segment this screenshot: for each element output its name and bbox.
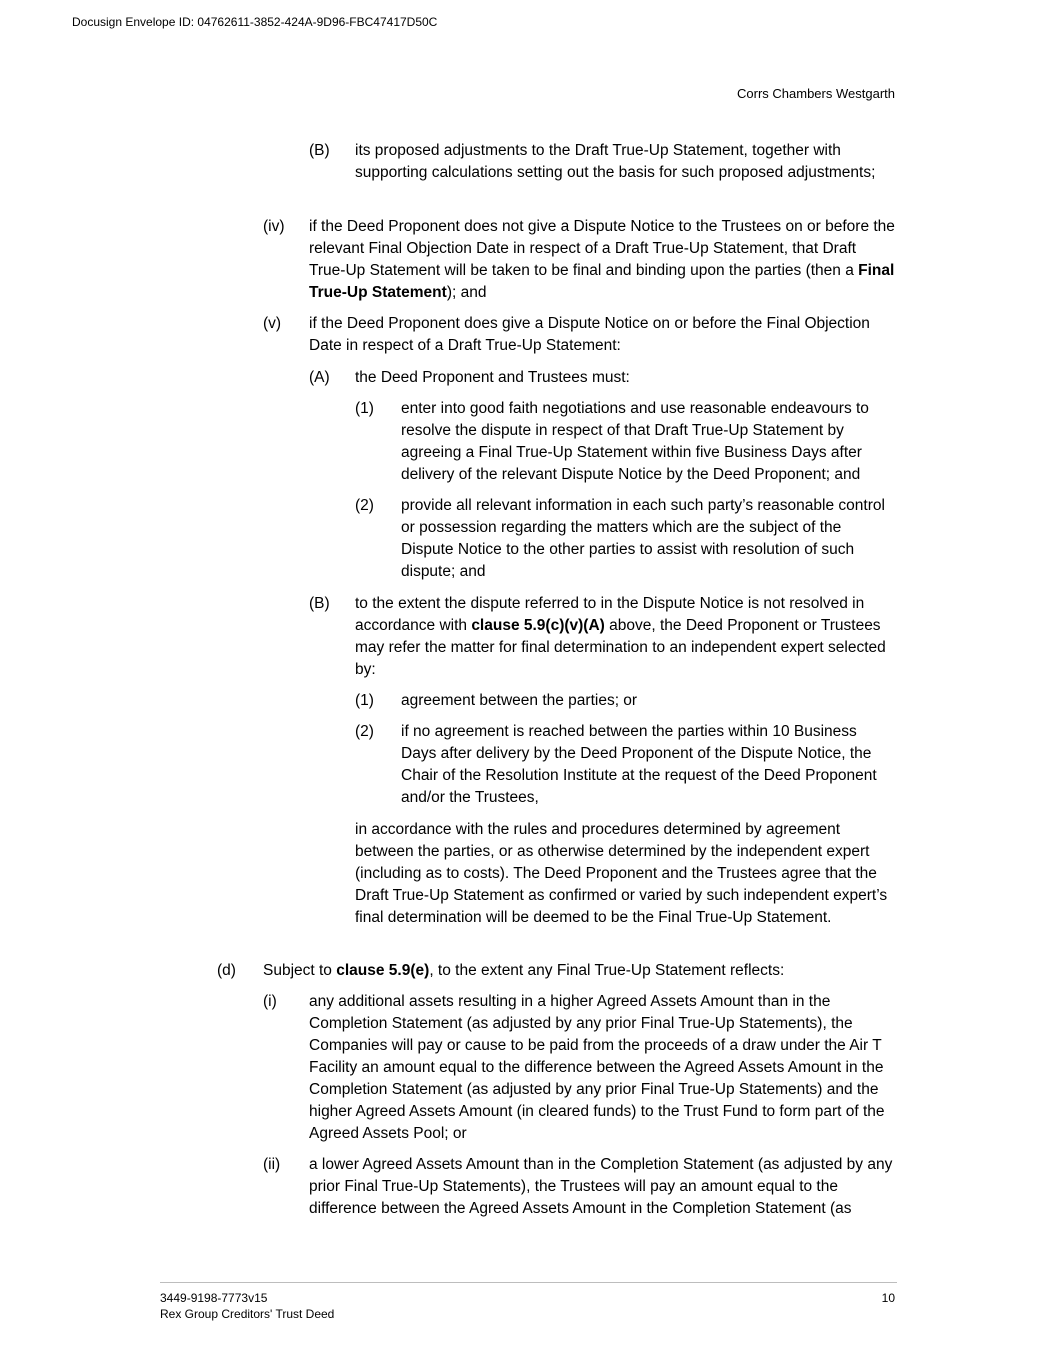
clause-label: (v) (263, 315, 282, 332)
clause-label: (iv) (263, 218, 285, 235)
clause-text: Subject to clause 5.9(e), to the extent any Final True-Up Statement reflects: (263, 962, 785, 979)
clause-text: enter into good faith negotiations and use reasonable endeavours to resolve the dispute in respect of that Draft True-Up Statement by agreeing a Final True-Up Statement within five Business Days after delivery of the relevant Dispute Notice by the Deed Proponent; and (401, 400, 869, 483)
clause-label: (1) (355, 692, 374, 709)
footer-doc-number: 3449-9198-7773v15 (160, 1291, 268, 1305)
footer-doc-title: Rex Group Creditors' Trust Deed (160, 1307, 335, 1321)
clause-label: (B) (309, 595, 330, 612)
clause-label: (2) (355, 497, 374, 514)
clause-text: provide all relevant information in each such party’s reasonable control or possession regarding the matters which are the subject of the Dispute Notice to the other parties to assist with resolution of such dispute; and (401, 497, 885, 580)
clause-text: its proposed adjustments to the Draft True-Up Statement, together with supporting calculations setting out the basis for such proposed adjustments; (355, 142, 876, 181)
clause-text: if no agreement is reached between the parties within 10 Business Days after delivery by the Deed Proponent of the Dispute Notice, the Chair of the Resolution Institute at the request of the Deed Proponent and/or the Trustees, (401, 723, 877, 806)
clause-label: (d) (217, 962, 236, 979)
clause-label: (1) (355, 400, 374, 417)
clause-text: a lower Agreed Assets Amount than in the Completion Statement (as adjusted by any prior Final True-Up Statements), the Trustees will pay an amount equal to the difference between the Agreed Assets Amount in the Completion Statement (as (309, 1156, 893, 1217)
footer-divider (160, 1282, 897, 1283)
clause-reference: clause 5.9(e) (336, 962, 430, 979)
defined-term: Final True-Up Statement (309, 262, 895, 301)
clause-label: (2) (355, 723, 374, 740)
clause-text: agreement between the parties; or (401, 692, 638, 709)
firm-name: Corrs Chambers Westgarth (737, 86, 895, 101)
clause-label: (i) (263, 993, 277, 1010)
page-number: 10 (881, 1291, 895, 1305)
clause-text: to the extent the dispute referred to in the Dispute Notice is not resolved in accordance with clause 5.9(c)(v)(A) above, the Deed Proponent or Trustees may refer the matter for final determination to an independent expert selected by: (355, 595, 886, 678)
clause-label: (A) (309, 369, 330, 386)
clause-reference: clause 5.9(c)(v)(A) (471, 617, 605, 634)
clause-v-b-continuation: in accordance with the rules and procedures determined by agreement between the parties, or as otherwise determined by the independent expert (including as to costs). The Deed Proponent and the Trustees agree that the Draft True-Up Statement as confirmed or varied by such independent expert’s final determination will be deemed to be the Final True-Up Statement. (355, 821, 888, 926)
clause-label: (ii) (263, 1156, 281, 1173)
clause-text: the Deed Proponent and Trustees must: (355, 369, 630, 386)
clause-text: if the Deed Proponent does not give a Dispute Notice to the Trustees on or before the relevant Final Objection Date in respect of a Draft True-Up Statement, that Draft True-Up Statement will be taken to be final and binding upon the parties (then a Final True-Up Statement); and (309, 218, 895, 301)
clause-label: (B) (309, 142, 330, 159)
clause-text: if the Deed Proponent does give a Dispute Notice on or before the Final Objection Date in respect of a Draft True-Up Statement: (309, 315, 870, 354)
clause-text: any additional assets resulting in a higher Agreed Assets Amount than in the Completion Statement (as adjusted by any prior Final True-Up Statements), the Companies will pay or cause to be paid from the proceeds of a draw under the Air T Facility an amount equal to the difference between the Agreed Assets Amount in the Completion Statement (as adjusted by any prior Final True-Up Statements) and the higher Agreed Assets Amount (in cleared funds) to the Trust Fund to form part of the Agreed Assets Pool; or (309, 993, 885, 1142)
envelope-id: Docusign Envelope ID: 04762611-3852-424A-9D96-FBC47417D50C (72, 15, 438, 29)
